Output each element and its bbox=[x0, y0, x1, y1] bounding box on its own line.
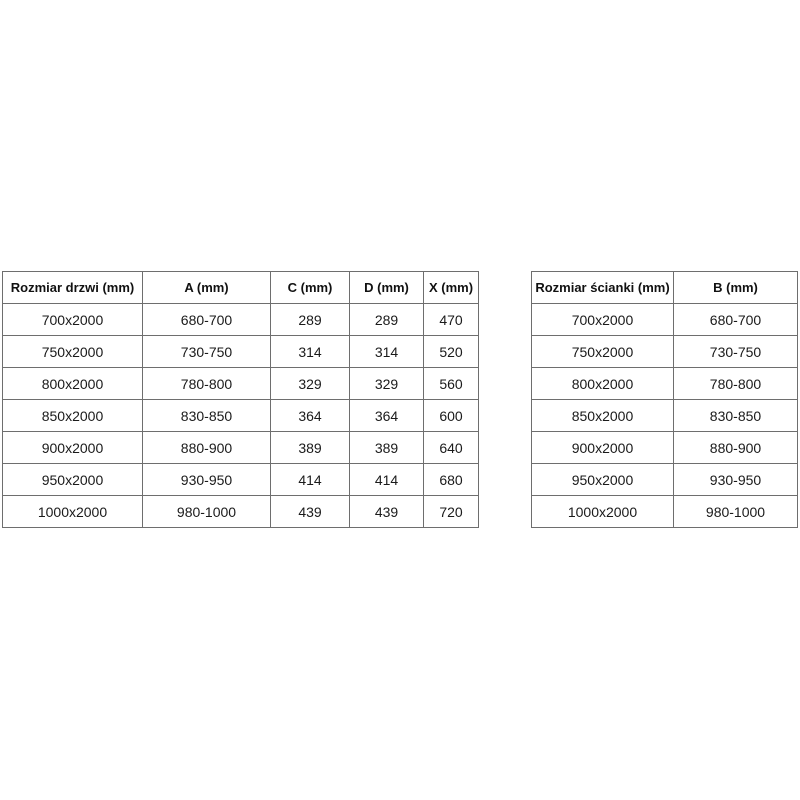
column-header: Rozmiar drzwi (mm) bbox=[3, 272, 143, 304]
table-cell: 389 bbox=[271, 432, 350, 464]
table-cell: 930-950 bbox=[143, 464, 271, 496]
table-cell: 850x2000 bbox=[532, 400, 674, 432]
table-row bbox=[532, 304, 798, 336]
table-row bbox=[532, 368, 798, 400]
table-cell: 700x2000 bbox=[3, 304, 143, 336]
table-cell: 289 bbox=[350, 304, 424, 336]
table-row bbox=[3, 400, 479, 432]
column-header: C (mm) bbox=[271, 272, 350, 304]
table-cell: 600 bbox=[424, 400, 479, 432]
header-row bbox=[532, 272, 798, 304]
table-cell: 1000x2000 bbox=[3, 496, 143, 528]
table-cell: 780-800 bbox=[143, 368, 271, 400]
table-cell: 880-900 bbox=[143, 432, 271, 464]
table-cell: 950x2000 bbox=[3, 464, 143, 496]
table-cell: 720 bbox=[424, 496, 479, 528]
table-cell: 414 bbox=[271, 464, 350, 496]
table-cell: 850x2000 bbox=[3, 400, 143, 432]
table-cell: 700x2000 bbox=[532, 304, 674, 336]
table-cell: 830-850 bbox=[143, 400, 271, 432]
table-cell: 364 bbox=[271, 400, 350, 432]
table-cell: 880-900 bbox=[674, 432, 798, 464]
table-row bbox=[3, 464, 479, 496]
table-row bbox=[532, 336, 798, 368]
wall-size-table bbox=[531, 271, 798, 528]
table-cell: 680 bbox=[424, 464, 479, 496]
table-cell: 314 bbox=[350, 336, 424, 368]
door-size-table bbox=[2, 271, 479, 528]
table-cell: 560 bbox=[424, 368, 479, 400]
table-cell: 930-950 bbox=[674, 464, 798, 496]
table-cell: 980-1000 bbox=[143, 496, 271, 528]
table-row bbox=[3, 496, 479, 528]
table-cell: 329 bbox=[271, 368, 350, 400]
table-cell: 389 bbox=[350, 432, 424, 464]
table-cell: 289 bbox=[271, 304, 350, 336]
table-row bbox=[532, 400, 798, 432]
column-header: D (mm) bbox=[350, 272, 424, 304]
column-header: Rozmiar ścianki (mm) bbox=[532, 272, 674, 304]
table-cell: 730-750 bbox=[674, 336, 798, 368]
table-row bbox=[532, 464, 798, 496]
table-cell: 800x2000 bbox=[532, 368, 674, 400]
door-table-body bbox=[3, 304, 479, 528]
table-cell: 439 bbox=[350, 496, 424, 528]
table-cell: 750x2000 bbox=[532, 336, 674, 368]
table-cell: 414 bbox=[350, 464, 424, 496]
table-row bbox=[3, 368, 479, 400]
table-cell: 900x2000 bbox=[3, 432, 143, 464]
table-cell: 470 bbox=[424, 304, 479, 336]
column-header: X (mm) bbox=[424, 272, 479, 304]
table-cell: 950x2000 bbox=[532, 464, 674, 496]
table-cell: 329 bbox=[350, 368, 424, 400]
table-cell: 900x2000 bbox=[532, 432, 674, 464]
table-cell: 520 bbox=[424, 336, 479, 368]
wall-table-body bbox=[532, 304, 798, 528]
table-cell: 830-850 bbox=[674, 400, 798, 432]
table-cell: 1000x2000 bbox=[532, 496, 674, 528]
column-header: A (mm) bbox=[143, 272, 271, 304]
door-table-header bbox=[3, 272, 479, 304]
header-row bbox=[3, 272, 479, 304]
table-cell: 364 bbox=[350, 400, 424, 432]
table-row bbox=[3, 304, 479, 336]
table-cell: 680-700 bbox=[143, 304, 271, 336]
wall-table-header bbox=[532, 272, 798, 304]
table-row bbox=[532, 496, 798, 528]
column-header: B (mm) bbox=[674, 272, 798, 304]
table-row bbox=[3, 336, 479, 368]
table-row bbox=[3, 432, 479, 464]
table-cell: 750x2000 bbox=[3, 336, 143, 368]
table-cell: 730-750 bbox=[143, 336, 271, 368]
table-cell: 800x2000 bbox=[3, 368, 143, 400]
table-cell: 680-700 bbox=[674, 304, 798, 336]
table-cell: 640 bbox=[424, 432, 479, 464]
table-cell: 314 bbox=[271, 336, 350, 368]
table-cell: 980-1000 bbox=[674, 496, 798, 528]
table-cell: 780-800 bbox=[674, 368, 798, 400]
table-row bbox=[532, 432, 798, 464]
table-cell: 439 bbox=[271, 496, 350, 528]
